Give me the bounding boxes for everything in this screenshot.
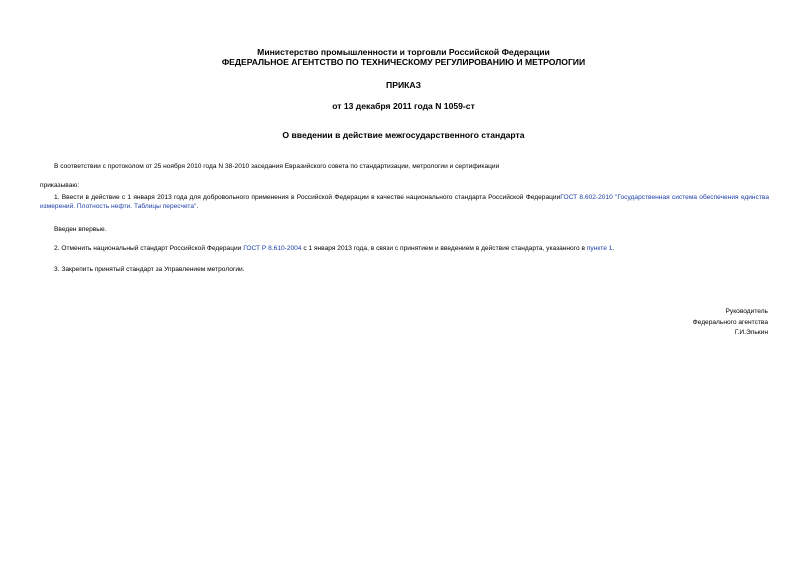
item-1-text: 1. Ввести в действие с 1 января 2013 года для добровольного применения в Российской Федерации в качестве национального стандарта Российской Федерации <box>54 194 561 201</box>
introduced-first-note: Введен впервые. <box>54 226 107 233</box>
item-1-paragraph <box>40 193 769 211</box>
item-2-start: 2. Отменить национальный стандарт Российской Федерации <box>54 245 244 252</box>
item-3-paragraph: 3. Закрепить принятый стандарт за Управлением метрологии. <box>54 266 245 273</box>
item-1-reference-link[interactable]: пункте 1 <box>586 245 613 252</box>
order-word: приказываю: <box>40 182 80 189</box>
signature-block <box>693 307 768 339</box>
signature-organization: Федерального агентства <box>692 318 768 326</box>
basis-paragraph: В соответствии с протоколом от 25 ноября 2010 года N 38-2010 заседания Евразийского совета по стандартизации, метрологии и сертификации <box>54 163 500 170</box>
gost-r-8-610-2004-link[interactable]: ГОСТ Р 8.610-2004 <box>243 245 302 252</box>
document-date-number: от 13 декабря 2011 года N 1059-ст <box>332 101 475 111</box>
item-1-end: . <box>196 203 199 210</box>
item-2-paragraph <box>54 244 614 253</box>
document-subject: О введении в действие межгосударственного стандарта <box>282 130 525 140</box>
agency-heading: ФЕДЕРАЛЬНОЕ АГЕНТСТВО ПО ТЕХНИЧЕСКОМУ РЕГУЛИРОВАНИЮ И МЕТРОЛОГИИ <box>221 57 586 67</box>
gost-8-602-2010-link[interactable]: ГОСТ 8.602-2010 "Государственная система обеспечения единства измерений. Плотность нефти. Таблицы пересчета" <box>40 194 769 210</box>
item-2-middle: с 1 января 2013 года, в связи с принятием и введением в действие стандарта, указанного в <box>301 245 587 252</box>
document-type-heading: ПРИКАЗ <box>386 80 421 90</box>
signature-position: Руководитель <box>725 308 768 315</box>
ministry-heading: Министерство промышленности и торговли Российской Федерации <box>257 47 550 57</box>
signature-name: Г.И.Элькин <box>734 329 768 337</box>
item-2-end: . <box>612 245 615 252</box>
